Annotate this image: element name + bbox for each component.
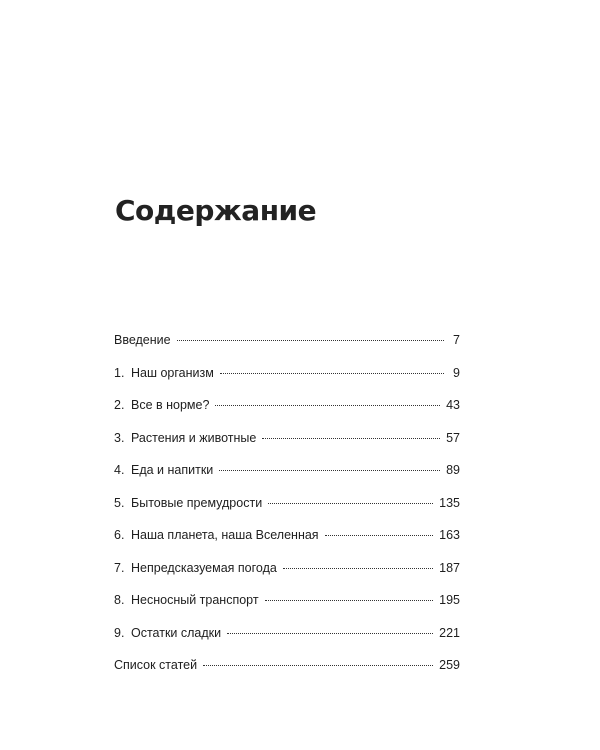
toc-entry-label: Несносный транспорт (131, 593, 259, 607)
dot-leader (227, 633, 433, 634)
toc-entry-label: Список статей (114, 658, 198, 672)
dot-leader (177, 340, 444, 341)
toc-entry-page: 7 (453, 333, 460, 347)
toc-entry-number: 4. (114, 463, 125, 477)
toc-entry-page: 57 (446, 430, 460, 445)
toc-entry-number: 3. (114, 430, 125, 445)
toc-entry-label: Растения и животные (131, 430, 257, 445)
toc-entry-number: 2. (114, 398, 125, 412)
toc-entry-page: 9 (453, 365, 460, 380)
toc-entry-label: Остатки сладки (131, 625, 222, 640)
toc-entry-label: Наш организм (131, 365, 214, 380)
dot-leader (220, 373, 444, 374)
toc-entry-label: Введение (114, 333, 171, 347)
toc-row (114, 560, 460, 593)
toc-entry-page: 187 (439, 560, 460, 575)
toc-row (114, 430, 460, 463)
toc-entry-number: 5. (114, 495, 125, 510)
page-title: Содержание (115, 194, 317, 227)
toc-entry-number: 9. (114, 625, 125, 640)
dot-leader (265, 600, 434, 601)
toc-row (114, 592, 460, 625)
dot-leader (325, 535, 434, 536)
toc-entry-page: 221 (439, 625, 460, 640)
toc-entry-label: Наша планета, наша Вселенная (131, 528, 319, 542)
toc-entry-label: Бытовые премудрости (131, 495, 263, 510)
toc-entry-page: 43 (446, 398, 460, 412)
toc-entry-number: 1. (114, 365, 125, 380)
toc-row (114, 332, 460, 365)
toc-row (114, 397, 460, 430)
toc-row (114, 657, 460, 690)
dot-leader (219, 470, 440, 471)
toc-entry-number: 8. (114, 593, 125, 607)
toc-row (114, 625, 460, 658)
toc-row (114, 462, 460, 495)
toc-entry-page: 135 (439, 495, 460, 510)
dot-leader (283, 568, 433, 569)
dot-leader (262, 438, 440, 439)
toc-entry-page: 163 (439, 528, 460, 542)
dot-leader (268, 503, 433, 504)
toc-entry-number: 6. (114, 528, 125, 542)
toc-entry-label: Еда и напитки (131, 463, 214, 477)
toc-entry-page: 195 (439, 593, 460, 607)
dot-leader (215, 405, 440, 406)
dot-leader (203, 665, 433, 666)
toc-entry-label: Все в норме? (131, 398, 210, 412)
toc-entry-page: 89 (446, 463, 460, 477)
toc-row (114, 495, 460, 528)
toc-row (114, 527, 460, 560)
toc-entry-number: 7. (114, 560, 125, 575)
toc-row (114, 365, 460, 398)
table-of-contents (114, 332, 460, 690)
toc-entry-label: Непредсказуемая погода (131, 560, 277, 575)
toc-entry-page: 259 (439, 658, 460, 672)
